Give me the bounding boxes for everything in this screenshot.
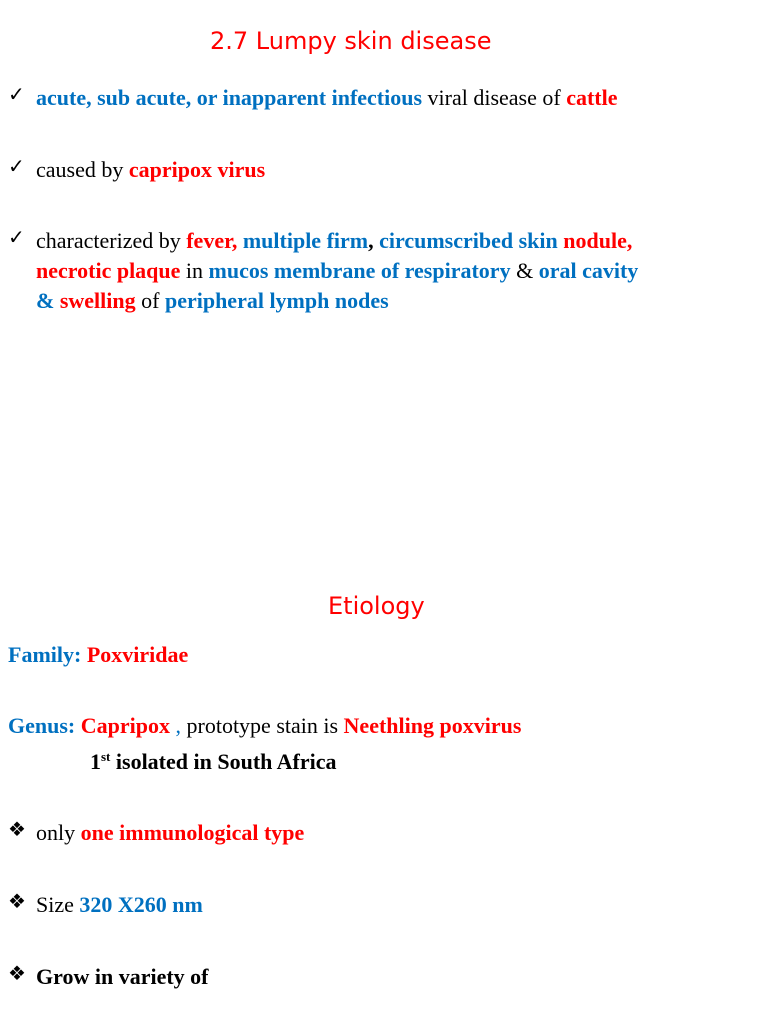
- diamond-bullet-icon: ❖: [8, 889, 26, 913]
- bullet-size: Size 320 X260 nm: [36, 892, 203, 917]
- bullet-grow: Grow in variety of: [36, 964, 209, 989]
- checkmark-icon: ✓: [8, 154, 25, 178]
- diamond-bullet-icon: ❖: [8, 961, 26, 985]
- checkmark-icon: ✓: [8, 82, 25, 106]
- bullet-cause: caused by capripox virus: [36, 157, 266, 182]
- section-title-lumpy-skin-disease: 2.7 Lumpy skin disease: [210, 27, 492, 55]
- family-line: Family: Poxviridae: [8, 642, 189, 667]
- checkmark-icon: ✓: [8, 225, 25, 249]
- genus-line: Genus: Capripox , prototype stain is Neethling poxvirus: [8, 713, 522, 738]
- bullet-characteristics: characterized by fever, multiple firm, circumscribed skin nodule, necrotic plaque in mucos membrane of respiratory & oral cavity & swelling of peripheral lymph nodes: [36, 228, 639, 313]
- bullet-definition: acute, sub acute, or inapparent infectious viral disease of cattle: [36, 85, 618, 110]
- section-title-etiology: Etiology: [328, 592, 425, 620]
- diamond-bullet-icon: ❖: [8, 817, 26, 841]
- isolated-line: 1st isolated in South Africa: [90, 749, 337, 774]
- bullet-immunological-type: only one immunological type: [36, 820, 305, 845]
